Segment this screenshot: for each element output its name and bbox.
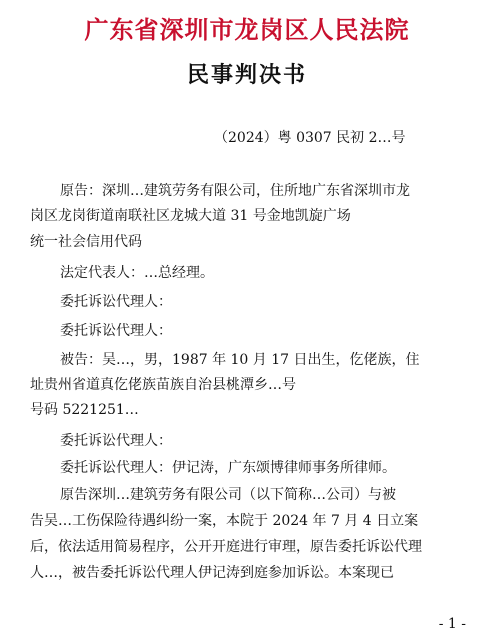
body-line-9: 号码 5221251…	[30, 402, 139, 418]
page-number: - 1 -	[438, 616, 466, 632]
body-line-4: 法定代表人：…总经理。	[60, 265, 214, 281]
body-line-3: 统一社会信用代码	[30, 234, 142, 250]
body-line-5: 委托诉讼代理人：	[60, 294, 172, 310]
document-title: 民事判决书	[186, 62, 307, 88]
body-line-11: 委托诉讼代理人：伊记涛，广东颂博律师事务所律师。	[60, 460, 396, 476]
body-line-1: 原告：深圳…建筑劳务有限公司，住所地广东省深圳市龙	[60, 183, 410, 199]
body-line-12: 原告深圳…建筑劳务有限公司（以下简称…公司）与被	[60, 487, 396, 503]
court-name: 广东省深圳市龙岗区人民法院	[84, 15, 410, 44]
body-line-15: 人…，被告委托诉讼代理人伊记涛到庭参加诉讼。本案现已	[30, 565, 394, 581]
body-line-10: 委托诉讼代理人：	[60, 433, 172, 449]
body-line-14: 后，依法适用简易程序，公开开庭进行审理，原告委托诉讼代理	[30, 539, 422, 555]
body-line-6: 委托诉讼代理人：	[60, 323, 172, 339]
body-line-13: 告吴…工伤保险待遇纠纷一案，本院于 2024 年 7 月 4 日立案	[30, 513, 419, 529]
body-line-7: 被告：吴…，男，1987 年 10 月 17 日出生，仡佬族，住	[60, 352, 420, 368]
case-number: （2024）粤 0307 民初 2…号	[214, 130, 406, 146]
body-line-2: 岗区龙岗街道南联社区龙城大道 31 号金地凯旋广场	[30, 208, 351, 224]
body-line-8: 址贵州省道真仡佬族苗族自治县桃潭乡…号	[30, 377, 296, 393]
